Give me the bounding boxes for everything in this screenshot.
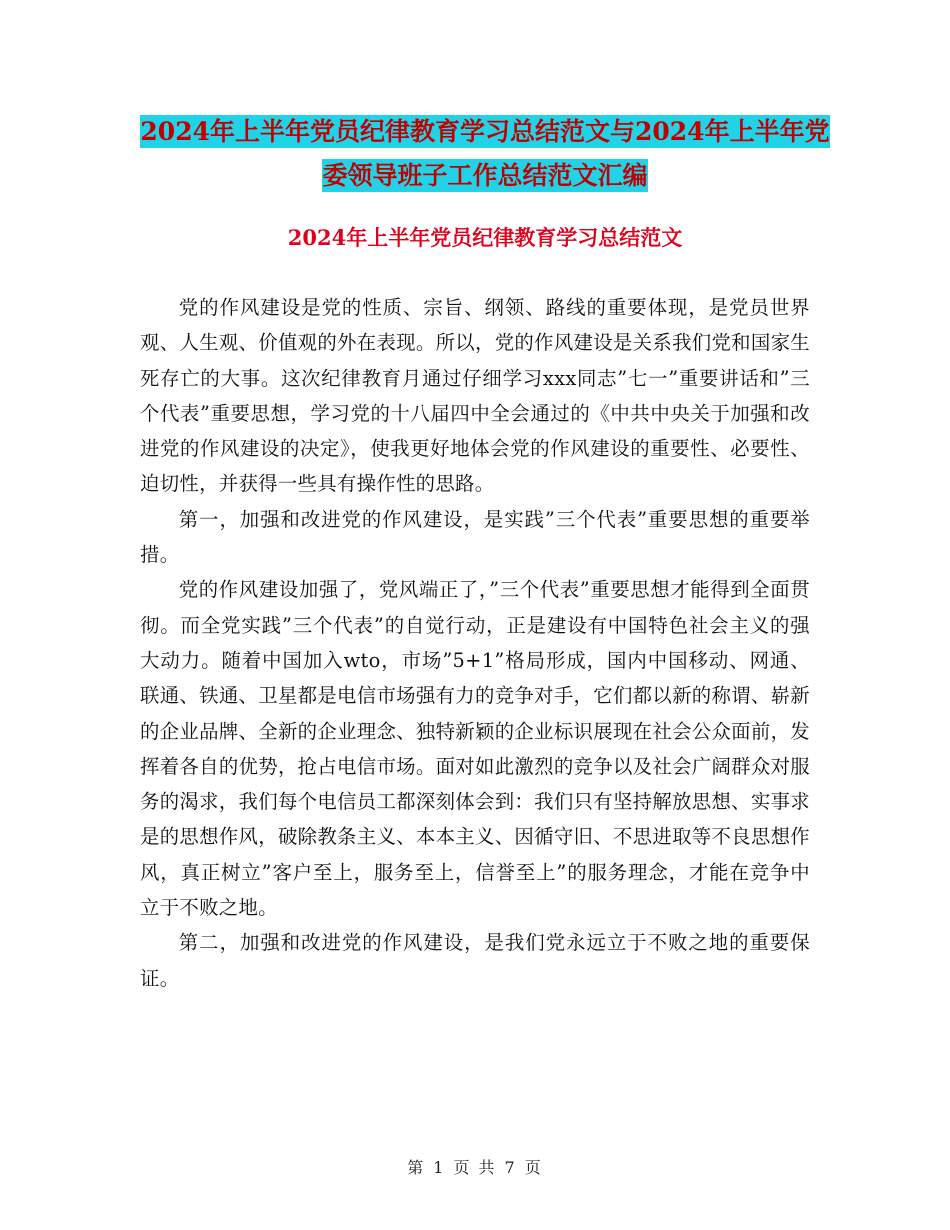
section-title: 2024年上半年党员纪律教育学习总结范文 <box>287 225 683 250</box>
document-body <box>140 290 810 996</box>
page-footer <box>0 1155 950 1178</box>
footer-middle: 页 共 <box>453 1158 497 1177</box>
footer-page-number: 1 <box>433 1158 446 1177</box>
footer-total-pages: 7 <box>504 1158 517 1177</box>
document-title-highlight: 2024年上半年党员纪律教育学习总结范文与2024年上半年党委领导班子工作总结范文汇编 <box>140 117 830 190</box>
document-title <box>140 110 830 198</box>
paragraph: 第一，加强和改进党的作风建设，是实践”三个代表”重要思想的重要举措。 <box>140 507 810 567</box>
paragraph: 党的作风建设是党的性质、宗旨、纲领、路线的重要体现，是党员世界观、人生观、价值观的外在表现。所以，党的作风建设是关系我们党和国家生死存亡的大事。这次纪律教育月通过仔细学习xxx同志”七一”重要讲话和”三个代表”重要思想，学习党的十八届四中全会通过的《中共中央关于加强和改进党的作风建设的决定》，使我更好地体会党的作风建设的重要性、必要性、迫切性，并获得一些具有操作性的思路。 <box>140 296 810 496</box>
paragraph: 党的作风建设加强了，党风端正了，”三个代表”重要思想才能得到全面贯彻。而全党实践”三个代表”的自觉行动，正是建设有中国特色社会主义的强大动力。随着中国加入wto，市场”5+1”格局形成，国内中国移动、网通、联通、铁通、卫星都是电信市场强有力的竞争对手，它们都以新的称谓、崭新的企业品牌、全新的企业理念、独特新颖的企业标识展现在社会公众面前，发挥着各自的优势，抢占电信市场。面对如此激烈的竞争以及社会广阔群众对服务的渴求，我们每个电信员工都深刻体会到：我们只有坚持解放思想、实事求是的思想作风，破除教条主义、本本主义、因循守旧、不思进取等不良思想作风，真正树立”客户至上，服务至上，信誉至上”的服务理念，才能在竞争中立于不败之地。 <box>140 578 810 920</box>
footer-prefix: 第 <box>407 1158 426 1177</box>
footer-suffix: 页 <box>524 1158 543 1177</box>
paragraph: 第二，加强和改进党的作风建设，是我们党永远立于不败之地的重要保证。 <box>140 931 810 990</box>
